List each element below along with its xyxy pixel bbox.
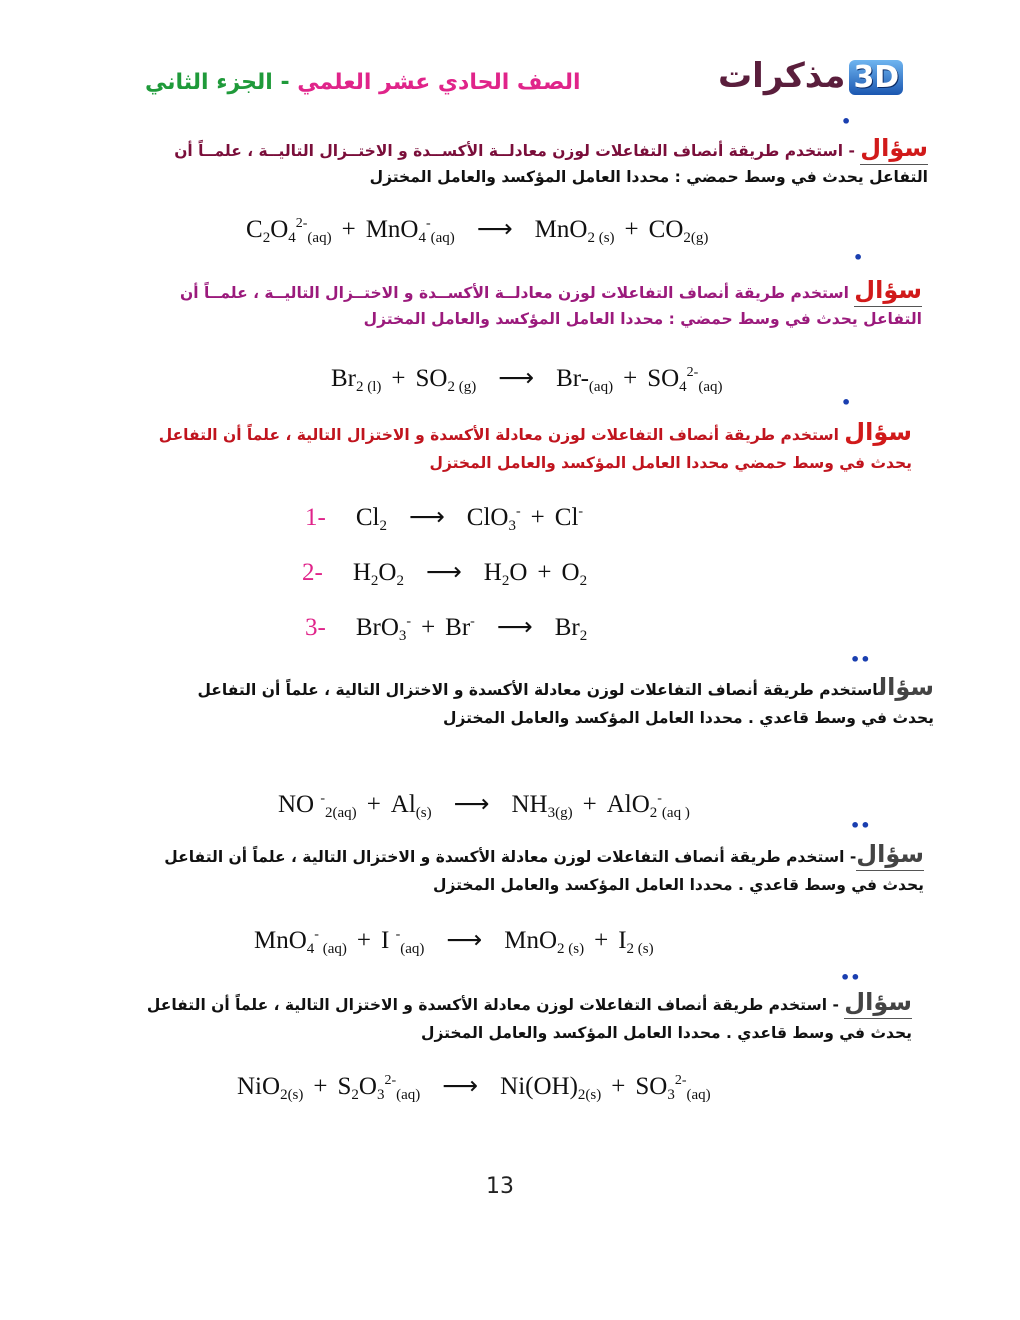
- dash: -: [844, 848, 857, 866]
- plus-sign: +: [421, 614, 436, 641]
- dash: -: [843, 142, 861, 160]
- subscript: 2(s): [280, 1087, 304, 1103]
- reaction-arrow-icon: ⟶: [408, 502, 445, 531]
- equation-3-2: [302, 557, 587, 590]
- subscript: 2 (l): [356, 379, 382, 395]
- subscript: 4: [418, 230, 426, 246]
- question-label: سؤال: [878, 673, 934, 701]
- equation-4: [278, 789, 690, 822]
- formula-text: C: [246, 216, 263, 243]
- formula-text: Al: [390, 791, 416, 818]
- formula-text: MnO: [254, 927, 307, 954]
- subscript: 4: [288, 230, 296, 246]
- formula-text: Cl: [355, 504, 380, 531]
- formula-text: AlO: [606, 791, 650, 818]
- bullet-icon: •: [853, 248, 864, 267]
- plus-sign: +: [582, 791, 597, 818]
- question-line-2: التفاعل يحدث في وسط حمضي : محددا العامل المؤكسد والعامل المختزل: [369, 168, 928, 186]
- bullet-icon: ••: [850, 650, 871, 669]
- formula-text: O: [358, 1073, 377, 1100]
- question-line-1: استخدم طريقة أنصاف التفاعلات لوزن معادلة الأكسدة و الاختزال التالية ، علماً أن التفاعل: [164, 848, 845, 866]
- item-number: 2-: [302, 559, 323, 586]
- subscript: 4: [306, 941, 315, 957]
- superscript: -: [395, 927, 401, 942]
- subscript: 2 (s): [557, 941, 585, 957]
- subscript: 2: [396, 573, 404, 589]
- logo-badge: 3D: [849, 60, 903, 95]
- brand-logo: [718, 56, 903, 96]
- question-line-1: استخدم طريقة أنصاف التفاعلات لوزن معادلة الأكسدة و الاختزال التالية ، علماً أن التفاعل: [197, 681, 879, 699]
- question-label: سؤال: [844, 418, 912, 446]
- question-line-2: يحدث في وسط حمضي محددا العامل المؤكسد والعامل المختزل: [429, 454, 912, 472]
- subscript: 2 (s): [587, 230, 615, 246]
- formula-text: S: [337, 1073, 352, 1100]
- formula-text: I: [380, 927, 396, 954]
- formula-text: MnO: [534, 216, 588, 243]
- equation-3-1: [305, 502, 583, 535]
- formula-text: Br: [554, 614, 580, 641]
- bullet-icon: •: [841, 393, 852, 412]
- equation-5: [254, 925, 654, 958]
- reaction-arrow-icon: ⟶: [446, 925, 483, 954]
- subscript: 3: [508, 518, 516, 534]
- question-line-2: التفاعل يحدث في وسط حمضي : محددا العامل المؤكسد والعامل المختزل: [363, 310, 922, 328]
- page-header-title: [145, 70, 581, 95]
- question-line-1: استخدم طريقة أنصاف التفاعلات لوزن معادلة الأكسدة و الاختزال التالية ، علماً أن التفاعل: [158, 426, 839, 444]
- dash: -: [827, 996, 845, 1014]
- formula-text: MnO: [504, 927, 558, 954]
- question-line-1: استخدم طريقة أنصاف التفاعلات لوزن معادلــة الأكســدة و الاختــزال التاليــة ، علمــاً أن: [180, 284, 849, 302]
- formula-text: O: [509, 559, 528, 586]
- subscript: (aq): [318, 941, 347, 957]
- subscript: 2: [262, 230, 271, 246]
- question-line-2: يحدث في وسط قاعدي . محددا العامل المؤكسد والعامل المختزل: [433, 876, 924, 894]
- question-label: سؤال: [860, 134, 928, 165]
- bullet-icon: ••: [850, 816, 871, 835]
- formula-text: SO: [635, 1073, 668, 1100]
- question-4: [197, 673, 934, 727]
- subscript: 2: [501, 573, 510, 589]
- reaction-arrow-icon: ⟶: [425, 557, 462, 586]
- question-5: [164, 840, 924, 894]
- formula-text: BrO: [355, 614, 399, 641]
- formula-text: ClO: [466, 504, 509, 531]
- question-label: سؤال: [854, 276, 922, 307]
- formula-text: NiO: [237, 1073, 281, 1100]
- title-part: - الجزء الثاني: [145, 70, 298, 95]
- subscript: (aq): [307, 230, 332, 246]
- plus-sign: +: [313, 1073, 328, 1100]
- item-number: 1-: [305, 504, 326, 531]
- superscript: 2-: [674, 1073, 687, 1088]
- formula-text: O: [561, 559, 580, 586]
- reaction-arrow-icon: ⟶: [496, 612, 533, 641]
- subscript: 2: [649, 805, 658, 821]
- logo-text: مذكرات: [718, 56, 846, 96]
- plus-sign: +: [611, 1073, 626, 1100]
- formula-text: SO: [647, 365, 680, 392]
- formula-text: Br: [331, 365, 356, 392]
- formula-text: SO: [415, 365, 448, 392]
- formula-text: I: [618, 927, 627, 954]
- superscript: -: [314, 927, 319, 942]
- subscript: 3: [398, 628, 407, 644]
- plus-sign: +: [356, 927, 371, 954]
- reaction-arrow-icon: ⟶: [498, 363, 535, 392]
- question-line-1: استخدم طريقة أنصاف التفاعلات لوزن معادلــة الأكســدة و الاختــزال التاليــة ، علمــاً أن: [174, 142, 844, 160]
- superscript: -: [515, 504, 521, 519]
- reaction-arrow-icon: ⟶: [442, 1071, 479, 1100]
- subscript: (aq): [698, 379, 723, 395]
- subscript: 2 (s): [626, 941, 654, 957]
- subscript: (aq): [686, 1087, 711, 1103]
- question-6: [147, 988, 912, 1042]
- subscript: 3(g): [547, 805, 573, 821]
- subscript: 3: [376, 1087, 385, 1103]
- equation-6: [237, 1071, 711, 1104]
- subscript: (aq): [396, 1087, 421, 1103]
- subscript: (aq): [400, 941, 425, 957]
- plus-sign: +: [594, 927, 609, 954]
- formula-text: Ni(OH): [500, 1073, 578, 1100]
- formula-text: Br: [445, 614, 471, 641]
- reaction-arrow-icon: ⟶: [453, 789, 490, 818]
- question-line-1: استخدم طريقة أنصاف التفاعلات لوزن معادلة الأكسدة و الاختزال التالية ، علماً أن التفاعل: [146, 996, 828, 1014]
- plus-sign: +: [624, 216, 639, 243]
- formula-text: O: [270, 216, 289, 243]
- plus-sign: +: [623, 365, 638, 392]
- subscript: (aq ): [661, 805, 690, 821]
- subscript: (s): [415, 805, 432, 821]
- equation-2: [331, 363, 722, 396]
- plus-sign: +: [366, 791, 381, 818]
- superscript: 2-: [686, 365, 699, 380]
- subscript: 2: [379, 518, 387, 534]
- equation-3-3: [305, 612, 587, 645]
- formula-text: MnO: [365, 216, 419, 243]
- formula-text: O: [378, 559, 397, 586]
- plus-sign: +: [391, 365, 406, 392]
- plus-sign: +: [537, 559, 552, 586]
- plus-sign: +: [530, 504, 545, 531]
- title-grade: الصف الحادي عشر العلمي: [297, 70, 581, 95]
- superscript: 2-: [384, 1073, 397, 1088]
- question-line-2: يحدث في وسط قاعدي . محددا العامل المؤكسد والعامل المختزل: [443, 709, 934, 727]
- question-2: [180, 276, 922, 328]
- question-3: [159, 418, 912, 472]
- subscript: 2: [579, 628, 588, 644]
- formula-text: H: [483, 559, 502, 586]
- superscript: -: [406, 614, 412, 629]
- bullet-icon: ••: [840, 968, 861, 987]
- formula-text: NO: [278, 791, 321, 818]
- subscript: (aq): [430, 230, 455, 246]
- superscript: 2-: [295, 216, 308, 231]
- question-label: سؤال: [856, 840, 924, 871]
- subscript: 2: [579, 573, 588, 589]
- subscript: 3: [667, 1087, 675, 1103]
- superscript: -: [470, 614, 475, 629]
- superscript: -: [578, 504, 584, 519]
- formula-text: H: [352, 559, 371, 586]
- equation-1: [246, 214, 708, 247]
- subscript: 2: [370, 573, 379, 589]
- reaction-arrow-icon: ⟶: [476, 214, 513, 243]
- formula-text: Cl: [554, 504, 579, 531]
- page-number: 13: [486, 1174, 514, 1199]
- bullet-icon: •: [841, 112, 852, 131]
- question-line-2: يحدث في وسط قاعدي . محددا العامل المؤكسد والعامل المختزل: [421, 1024, 912, 1042]
- formula-text: Br-: [556, 365, 589, 392]
- question-1: [174, 134, 928, 186]
- subscript: 2(g): [683, 230, 709, 246]
- formula-text: NH: [511, 791, 548, 818]
- subscript: 2: [351, 1087, 359, 1103]
- formula-text: CO: [648, 216, 684, 243]
- question-label: سؤال: [844, 988, 912, 1019]
- superscript: -: [657, 791, 662, 806]
- item-number: 3-: [305, 614, 326, 641]
- subscript: 2 (g): [447, 379, 477, 395]
- subscript: 2(s): [577, 1087, 602, 1103]
- superscript: -: [425, 216, 431, 231]
- subscript: (aq): [588, 379, 614, 395]
- subscript: 4: [679, 379, 687, 395]
- plus-sign: +: [341, 216, 356, 243]
- superscript: -: [320, 791, 326, 806]
- subscript: 2(aq): [325, 805, 357, 821]
